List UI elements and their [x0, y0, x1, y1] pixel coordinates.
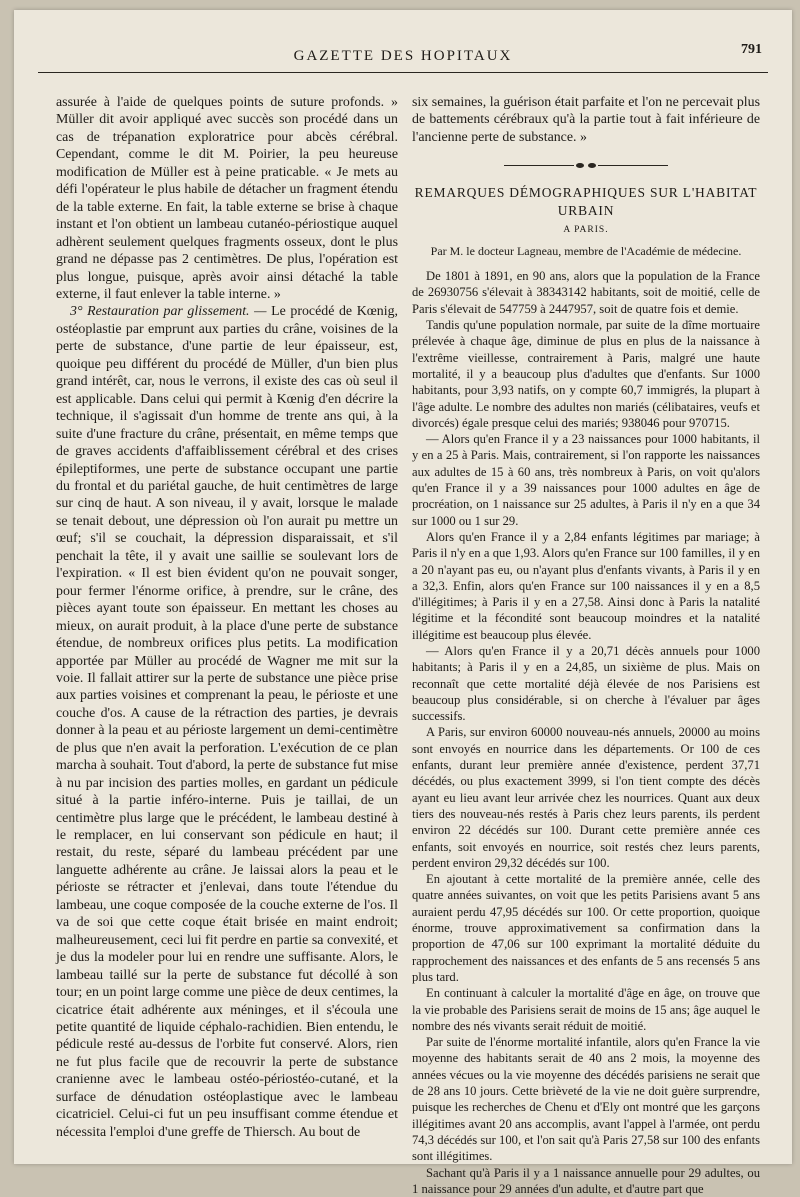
left-paragraph [56, 303, 398, 1141]
section-label: 3° Restauration par glissement. — [70, 304, 267, 319]
article-subtitle: A PARIS. [412, 222, 760, 239]
article-paragraph: Sachant qu'à Paris il y a 1 naissance annuelle pour 29 adultes, ou 1 naissance pour 29 années d'un adulte, et d'autre part que [412, 1165, 760, 1197]
right-column [412, 94, 760, 1197]
article-paragraph: Tandis qu'une population normale, par suite de la dîme mortuaire prélevée à chaque âge, diminue de plus en plus de la naissance à l'extrême vieillesse, contrairement à Paris, malgré une haute mortalité, il y a beaucoup plus d'adultes que d'enfants. Sur 1000 habitants, pour 3,93 natifs, on y compte 60,7 immigrés, la plupart à l'âge adulte. Le nombre des adultes non mariés (célibataires, veufs et divorcés) égale presque celui des mariés; 938046 pour 970715. [412, 317, 760, 431]
article-paragraph: De 1801 à 1891, en 90 ans, alors que la population de la France de 26930756 s'élevait à 38343142 habitants, soit de moitié, celle de Paris s'élevait de 547759 à 2447957, soit de quatre fois et demie. [412, 268, 760, 317]
newspaper-page [14, 10, 792, 1164]
article-paragraph: — Alors qu'en France il y a 20,71 décès annuels pour 1000 habitants; à Paris il y en a 24,85, un sixième de plus. Mais on reconnaît que cette mortalité déjà élevée de nos Parisiens est beaucoup plus considérable, si on cherche à l'évaluer par âges successifs. [412, 643, 760, 724]
article-paragraph: — Alors qu'en France il y a 23 naissances pour 1000 habitants, il y en a 25 à Paris. Mais, contrairement, si l'on rapporte les naissances aux adultes de 15 à 60 ans, très nombreux à Paris, on voit qu'alors qu'en France il y a 39 naissances pour 1000 adultes en âge de procréation, on 1 naissance sur 25 adultes, à Paris il n'y en a que 34 sur 1000 ou 1 sur 29. [412, 431, 760, 529]
article-paragraph: Alors qu'en France il y a 2,84 enfants légitimes par mariage; à Paris il n'y en a que 1,93. Alors qu'en France sur 100 familles, il y en a 20 n'ayant pas eu, ou n'ayant plus d'enfants vivants, à Paris il y en a 32,3. Enfin, alors qu'en France sur 100 naissances il y en a 8,5 d'illégitimes; à Paris il y en a 27,58. Ainsi donc à Paris la natalité légitime et la fécondité sont beaucoup moindres et la natalité illégitime est beaucoup plus élevée. [412, 529, 760, 643]
left-column [56, 94, 398, 1141]
article-body [412, 268, 760, 1197]
page-header [14, 38, 792, 72]
publication-title: GAZETTE DES HOPITAUX [14, 48, 792, 65]
article-author: Par M. le docteur Lagneau, membre de l'Académie de médecine. [412, 243, 760, 260]
article-paragraph: A Paris, sur environ 60000 nouveau-nés annuels, 20000 au moins sont envoyés en nourrice dans les départements. Or 100 de ces enfants, durant leur première année d'existence, perdent 37,71 décédés, ou plus exactement 3999, si l'on tient compte des décès ayant eu lieu avant leur arrivée chez les nourrices. Quant aux deux tiers des nouveau-nés restés à Paris chez leurs parents, ils perdent environ 22 décédés sur 100. Durant cette première année ces enfants, soit envoyés en nourrice, soit restés chez leurs parents, perdent environ 29,32 décédés sur 100. [412, 724, 760, 871]
left-paragraph-text: Le procédé de Kœnig, ostéoplastie par emprunt aux parties du crâne, voisines de la perte de substance, d'une partie de leur épaisseur, est, quoique peu différent du procédé de Müller, d'un bien plus grand intérêt, car, nous le verrons, il existe des cas où seul il est applicable. Dans celui qui permit à Kœnig d'en décrire la technique, il s'agissait d'un homme de trente ans qui, à la suite d'une fracture du crâne, présentait, en même temps que de graves accidents d'affaiblissement cérébral et des crises épileptiformes, une perte de substance occupant une partie du frontal et du pariétal gauche, de huit centimètres de large sur cinq de haut. A son niveau, il y avait, lorsque le malade se tenait debout, une dépression où l'on aurait pu mettre un œuf; s'il se couchait, la dépression disparaissait, et s'il penchait la tête, il y avait une saillie se soulevant lors de l'expiration. « Il est bien évident qu'on ne pouvait songer, pour fermer l'énorme orifice, à prendre, sur le crâne, des pièces ayant toute son épaisseur. En mettant les choses au mieux, on aurait produit, à la place d'une perte de substance étendue, de nombreux orifices plus petits. La modification apportée par Müller au procédé de Wagner me mit sur la voie. Il fallait attirer sur la perte de substance une pièce prise aux parties voisines et comprenant la peau, le périoste et une couche d'os. A cause de la rétraction des parties, je devrais donner à la peau et au périoste largement un demi-centimètre de plus que n'en avait la perforation. L'exécution de ce plan marcha à souhait. Tout d'abord, la perte de substance fut mise à nu par incision des parties molles, en gardant un pédicule situé à la partie inféro-interne. Puis je taillai, de un centimètre plus large que le précédent, le lambeau destiné à le remplacer, en lui conservant son pédicule en haut; il restait, du reste, séparé du lambeau précédent par une languette adhérente au crâne. Je laissai alors la peau et le périoste se rétracter et j'enlevai, dans toute l'étendue du lambeau, une coque composée de la couche externe de l'os. Il va de soi que cette coque était brisée en maint endroit; malheureusement, ceci lui fit perdre en partie sa convexité, et je dus la modeler pour lui en rendre une suffisante. Alors, le lambeau taillé sur la perte de substance fut décollé à son tour; en un point large comme une pièce de deux centimes, la cicatrice était adhérente aux méninges, et il s'écoula une petite quantité de liquide céphalo-rachidien. Bien entendu, le pédicule resté au-dessus de l'orbite fut conservé. Alors, rien ne fut plus facile que de recouvrir la perte de substance cranienne avec le lambeau ostéo-périostéo-cutané, et la surface de dénudation ostéoplastique avec le lambeau cicatriciel. Celui-ci fut un peu insuffisant comme étendue et nécessita l'emploi d'une greffe de Thiersch. Au bout de [56, 304, 398, 1139]
page-number: 791 [741, 42, 762, 58]
left-paragraph: assurée à l'aide de quelques points de suture profonds. » Müller dit avoir appliqué avec succès son procédé dans un cas de trépanation exploratrice pour abcès cérébral. Cependant, comme le dit M. Poirier, la peu heureuse modification de Müller est à peine praticable. « Je mets au défi l'opérateur le plus habile de détacher un fragment étendu de la table externe. En fait, la table externe se brise à chaque instant et l'on obtient un lambeau cutanéo-périostique auquel adhèrent seulement quelques fragments osseux, dont le plus grand ne dépasse pas 2 centimètres. De plus, l'opération est plus longue, puisque, après avoir ainsi détaché la table externe, il faut enlever la table interne. » [56, 94, 398, 303]
header-rule [38, 72, 768, 73]
article-title: REMARQUES DÉMOGRAPHIQUES SUR L'HABITAT URBAIN [412, 184, 760, 219]
ornament-divider [412, 154, 760, 176]
article-paragraph: En ajoutant à cette mortalité de la première année, celle des quatre années suivantes, on voit que les petits Parisiens avant 5 ans auraient perdu 47,95 décédés sur 100. Or cette proportion, quoique énorme, trouve approximativement sa confirmation dans la proportion de 47,06 sur 100 exprimant la mortalité déduite du rapprochement des naissances et des enfants de 5 ans recensés 5 ans plus tard. [412, 871, 760, 985]
right-paragraph: six semaines, la guérison était parfaite et l'on ne percevait plus de battements cérébraux qu'à la partie tout à fait inférieure de l'ancienne perte de substance. » [412, 94, 760, 146]
article-paragraph: En continuant à calculer la mortalité d'âge en âge, on trouve que la vie probable des Parisiens serait de moins de 15 ans; âge auquel le nombre des nés vivants serait réduit de moitié. [412, 985, 760, 1034]
article-paragraph: Par suite de l'énorme mortalité infantile, alors qu'en France la vie moyenne des habitants serait de 40 ans 2 mois, la moyenne des années vécues ou la vie moyenne des décédés parisiens ne serait que de 28 ans 10 jours. Cette brièveté de la vie ne doit guère surprendre, puisque les recherches de Chenu et d'Ely ont montré que les garçons illégitimes avant 20 ans accomplis, avant l'appel à l'armée, ont perdu 74,3 décédés sur 100, et l'on sait qu'à Paris 27,58 sur 100 des enfants sont illégitimes. [412, 1034, 760, 1164]
